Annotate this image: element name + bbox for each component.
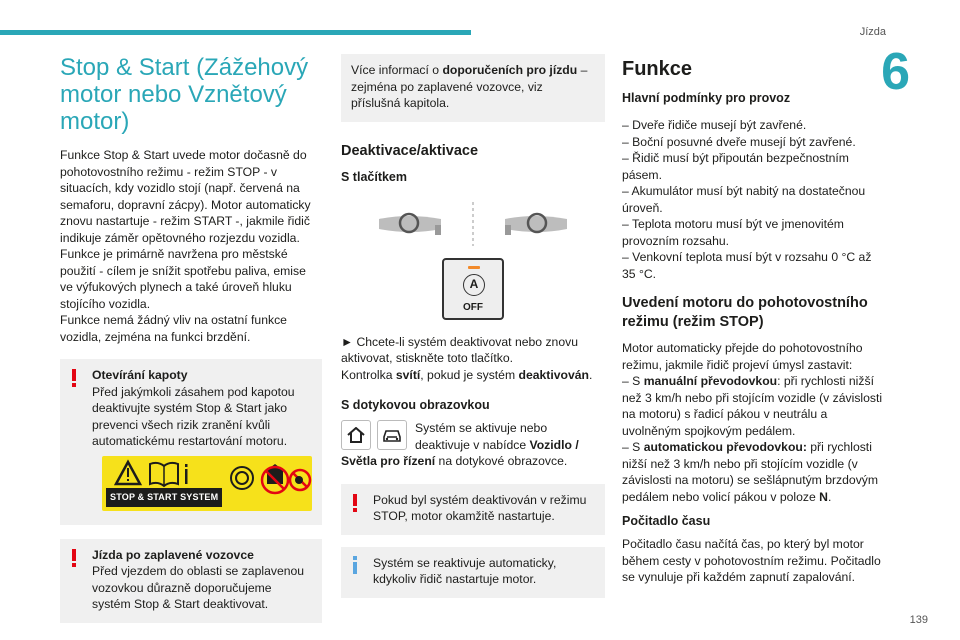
stop-auto-text: při rychlosti nižší než 3 km/h nebo při stojícím vozidle (v závislosti na motoru) se sešlápnutým brzdovým pedálem nebo volicí pákou v poloze xyxy=(622,440,879,504)
indicator-text: Kontrolka xyxy=(341,367,396,382)
column-1 xyxy=(60,54,322,623)
touchscreen-text: Systém se aktivuje nebo deaktivuje v nabídce xyxy=(415,421,548,452)
condition-item: – Venkovní teplota musí být v rozsahu 0 °C až 35 °C. xyxy=(622,250,872,281)
touchscreen-icons xyxy=(341,420,407,450)
touchscreen-text: na dotykové obrazovce. xyxy=(435,454,568,468)
stop-start-off-button[interactable] xyxy=(442,258,504,320)
warning-icon-dot xyxy=(72,563,76,567)
heading-time-counter: Počitadlo času xyxy=(622,514,711,528)
warning-hood-text: Před jakýmkoli zásahem pod kapotou deaktivujte systém Stop & Start jako prevenci všech rizik zranění kvůli automatickému restartování motoru. xyxy=(92,384,295,448)
info-driving-text xyxy=(351,62,595,112)
condition-item: – Řidič musí být připoután bezpečnostním pásem. xyxy=(622,151,849,182)
indicator-text: . xyxy=(588,367,593,382)
info-link-text: doporučeních pro jízdu xyxy=(442,63,578,77)
stop-manual-text: : při rychlosti nižší než 3 km/h nebo při stojícím vozidle (v závislosti na motoru) s řadicí pákou v neutrálu a uvolněným spojkovým pedálem. xyxy=(622,374,883,438)
stop-intro: Motor automaticky přejde do pohotovostního režimu, jakmile řidič projeví úmysl zastavit: xyxy=(622,341,863,372)
stop-manual-term: manuální převodovkou xyxy=(643,374,778,388)
page-number: 139 xyxy=(909,614,928,626)
stop-auto-text: . xyxy=(827,489,832,504)
indicator-state: svítí xyxy=(395,367,421,382)
header-accent-bar xyxy=(0,30,471,35)
chapter-number: 6 xyxy=(881,43,910,101)
car-icon xyxy=(377,420,407,450)
stop-manual xyxy=(622,373,886,439)
indicator-light xyxy=(468,266,480,269)
stop-start-sticker xyxy=(102,456,312,511)
touchscreen-paragraph xyxy=(341,420,605,470)
warning-stop-text: Pokud byl systém deaktivován v režimu STOP, motor okamžitě nastartuje. xyxy=(373,492,587,523)
warning-hood-box xyxy=(60,359,322,525)
section-name: Jízda xyxy=(859,26,886,38)
heading-deactivation: Deaktivace/aktivace xyxy=(341,142,479,159)
heading-button: S tlačítkem xyxy=(341,169,408,184)
divider-line xyxy=(471,202,475,246)
info-icon xyxy=(353,556,357,560)
intro-paragraph: Funkce Stop & Start uvede motor dočasně do pohotovostního režimu - režim STOP - v situacích, kdy vozidlo stojí (např. červená na semaforu, dopravní zácpy). Motor automaticky znovu nastartuje - režim START -, jakmile řidič indikuje záměr opětovného rozjezdu vozidla. xyxy=(60,148,311,245)
warning-flood-box xyxy=(60,539,322,623)
braking-paragraph: Funkce nemá žádný vliv na ostatní funkce vozidla, zejména na funkci brzdění. xyxy=(60,313,287,344)
info-driving-box xyxy=(341,54,605,122)
info-text-part: Více informací o xyxy=(351,63,443,77)
menu-path: Vozidlo / Světla pro řízení xyxy=(341,437,579,468)
info-reactivate-box xyxy=(341,547,605,598)
heading-touchscreen: S dotykovou obrazovkou xyxy=(341,398,490,412)
condition-item: – Boční posuvné dveře musejí být zavřené. xyxy=(622,134,856,149)
sticker-label: STOP & START SYSTEM xyxy=(106,488,222,507)
info-icon-bar xyxy=(353,562,357,574)
warning-icon xyxy=(72,369,76,381)
auto-stop-icon: A xyxy=(463,274,485,296)
heading-funkce: Funkce xyxy=(622,58,693,80)
section-title: Stop & Start (Zážehový motor nebo Vznětový motor) xyxy=(60,54,309,135)
heading-main-conditions: Hlavní podmínky pro provoz xyxy=(622,91,791,105)
indicator-state: deaktivován xyxy=(518,367,589,382)
warning-icon-dot xyxy=(353,508,357,512)
button-instruction: ► Chcete-li systém deaktivovat nebo znovu aktivovat, stiskněte toto tlačítko. xyxy=(341,334,578,365)
steering-wheel-right-icon xyxy=(489,209,569,239)
warning-flood-title: Jízda po zaplavené vozovce xyxy=(92,547,254,562)
stop-manual-text: – S xyxy=(622,374,644,388)
steering-wheel-left-icon xyxy=(377,209,457,239)
warning-hood-title: Otevírání kapoty xyxy=(92,368,188,382)
steering-wheel-diagram xyxy=(341,202,605,246)
home-icon xyxy=(341,420,371,450)
indicator-note xyxy=(341,367,605,384)
info-text-part: – zejména po zaplavené vozovce, viz příslušná kapitola. xyxy=(351,63,588,110)
purpose-paragraph: Funkce je primárně navržena pro městské použití - cílem je snížit spotřebu paliva, emise ve výfukových plynech a také úroveň hluku stojícího vozidla. xyxy=(60,247,306,311)
heading-stop-mode: Uvedení motoru do pohotovostního režimu (režim STOP) xyxy=(622,295,868,330)
condition-item: – Dveře řidiče musejí být zavřené. xyxy=(622,118,807,132)
stop-auto-text: – S xyxy=(622,440,644,454)
column-3 xyxy=(622,54,886,586)
warning-flood-text: Před vjezdem do oblasti se zaplavenou vozovkou důrazně doporučujeme systém Stop & Start deaktivovat. xyxy=(92,564,305,611)
stop-auto-term: automatickou převodovkou: xyxy=(643,440,807,454)
warning-stop-box xyxy=(341,484,605,535)
off-label: OFF xyxy=(463,301,483,313)
time-counter-text: Počitadlo času načítá čas, po který byl motor během cesty v pohotovostním režimu. Počitadlo se vynuluje při každém zapnutí zapalování. xyxy=(622,537,881,584)
warning-icon xyxy=(353,494,357,506)
stop-automatic xyxy=(622,439,886,505)
condition-item: – Teplota motoru musí být ve jmenovitém provozním rozsahu. xyxy=(622,217,844,248)
info-reactivate-text: Systém se reaktivuje automaticky, kdykoliv řidič nastartuje motor. xyxy=(373,555,557,586)
column-2 xyxy=(341,54,605,598)
gear-position: N xyxy=(819,489,828,504)
condition-item: – Akumulátor musí být nabitý na dostatečnou úroveň. xyxy=(622,184,866,215)
indicator-text: , pokud je systém xyxy=(420,367,519,382)
warning-icon-dot xyxy=(72,383,76,387)
warning-icon xyxy=(72,549,76,561)
